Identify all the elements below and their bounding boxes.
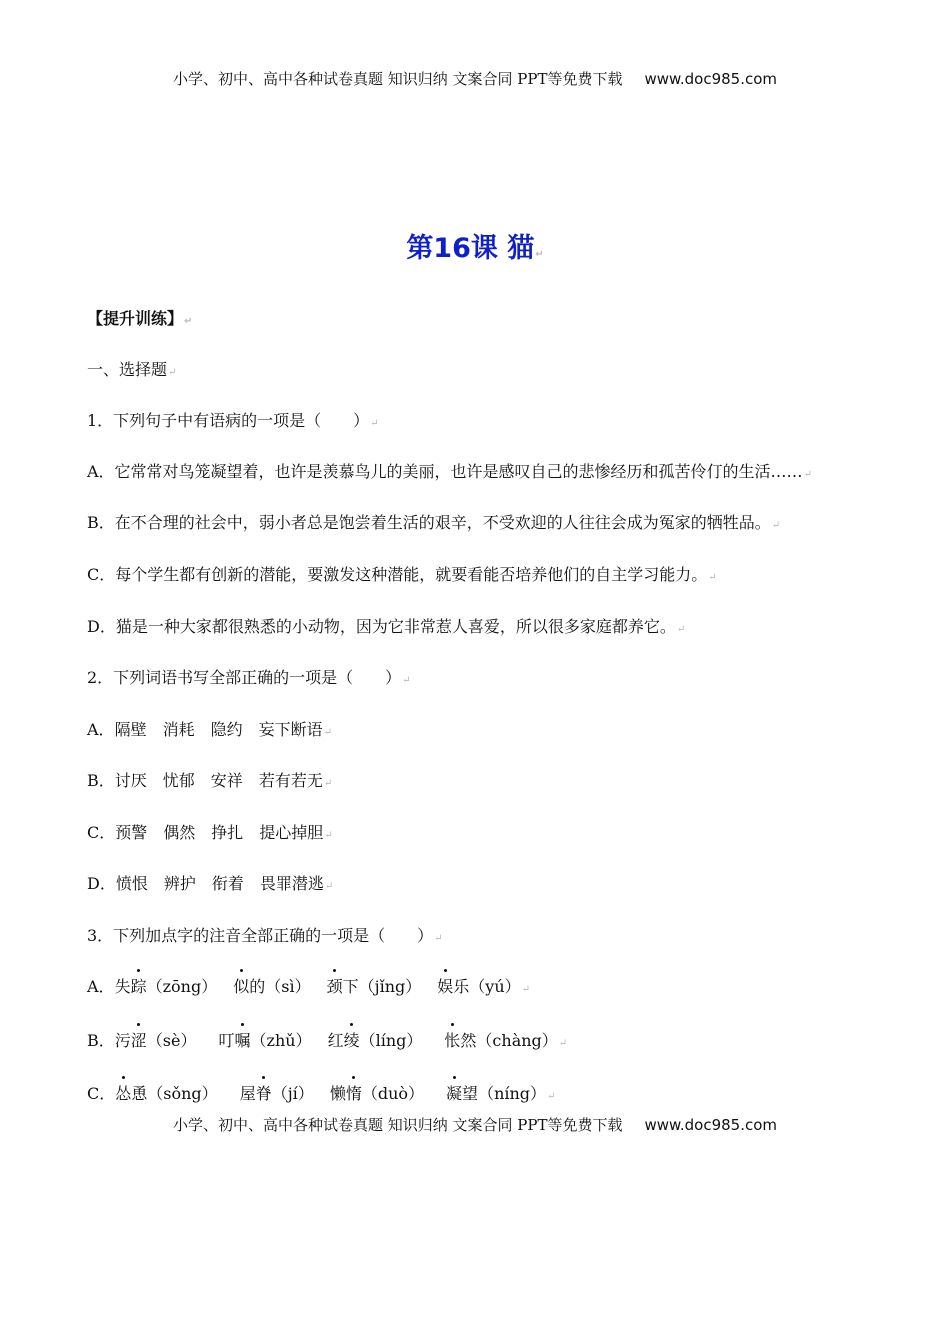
page-footer bbox=[0, 1114, 950, 1135]
part-heading: 一、选择题↵ bbox=[87, 360, 177, 379]
footer-text: 小学、初中、高中各种试卷真题 知识归纳 文案合同 PPT等免费下载 bbox=[172, 1116, 623, 1134]
header-site[interactable]: www.doc985.com bbox=[644, 70, 778, 88]
q2-stem: 2．下列词语书写全部正确的一项是（ ）↵ bbox=[87, 668, 411, 687]
q1-option-d: D．猫是一种大家都很熟悉的小动物，因为它非常惹人喜爱，所以很多家庭都养它。↵ bbox=[87, 617, 686, 636]
q1-stem: 1．下列句子中有语病的一项是（ ）↵ bbox=[87, 411, 379, 430]
q1-option-c: C．每个学生都有创新的潜能，要激发这种潜能，就要看能否培养他们的自主学习能力。↵ bbox=[87, 565, 717, 584]
q3-option-c: C．怂恿（sǒng） 屋脊（jí） 懒惰（duò） 凝望（níng）↵ bbox=[87, 1081, 555, 1104]
header-text: 小学、初中、高中各种试卷真题 知识归纳 文案合同 PPT等免费下载 bbox=[172, 70, 623, 88]
page-header bbox=[0, 68, 950, 89]
q2-option-a: A．隔壁 消耗 隐约 妄下断语↵ bbox=[87, 720, 333, 739]
lesson-title: 第16课 猫↵ bbox=[406, 233, 544, 264]
q3-stem: 3．下列加点字的注音全部正确的一项是（ ）↵ bbox=[87, 926, 443, 945]
q2-option-d: D．愤恨 辨护 衔着 畏罪潜逃↵ bbox=[87, 874, 334, 893]
q1-option-a: A．它常常对鸟笼凝望着，也许是羡慕鸟儿的美丽，也许是感叹自己的悲惨经历和孤苦伶仃的生活……↵ bbox=[87, 462, 812, 481]
q2-option-b: B．讨厌 忧郁 安祥 若有若无↵ bbox=[87, 771, 333, 790]
q3-option-a: A．失踪（zōng） 似的（sì） 颈下（jǐng） 娱乐（yú）↵ bbox=[87, 974, 530, 997]
section-label: 【提升训练】↵ bbox=[87, 309, 193, 328]
q2-option-c: C．预警 偶然 挣扎 提心掉胆↵ bbox=[87, 823, 333, 842]
footer-site[interactable]: www.doc985.com bbox=[644, 1116, 778, 1134]
q1-option-b: B．在不合理的社会中，弱小者总是饱尝着生活的艰辛，不受欢迎的人往往会成为冤家的牺牲品。↵ bbox=[87, 513, 781, 532]
q3-option-b: B．污涩（sè） 叮嘱（zhǔ） 红绫（líng） 怅然（chàng）↵ bbox=[87, 1028, 567, 1051]
